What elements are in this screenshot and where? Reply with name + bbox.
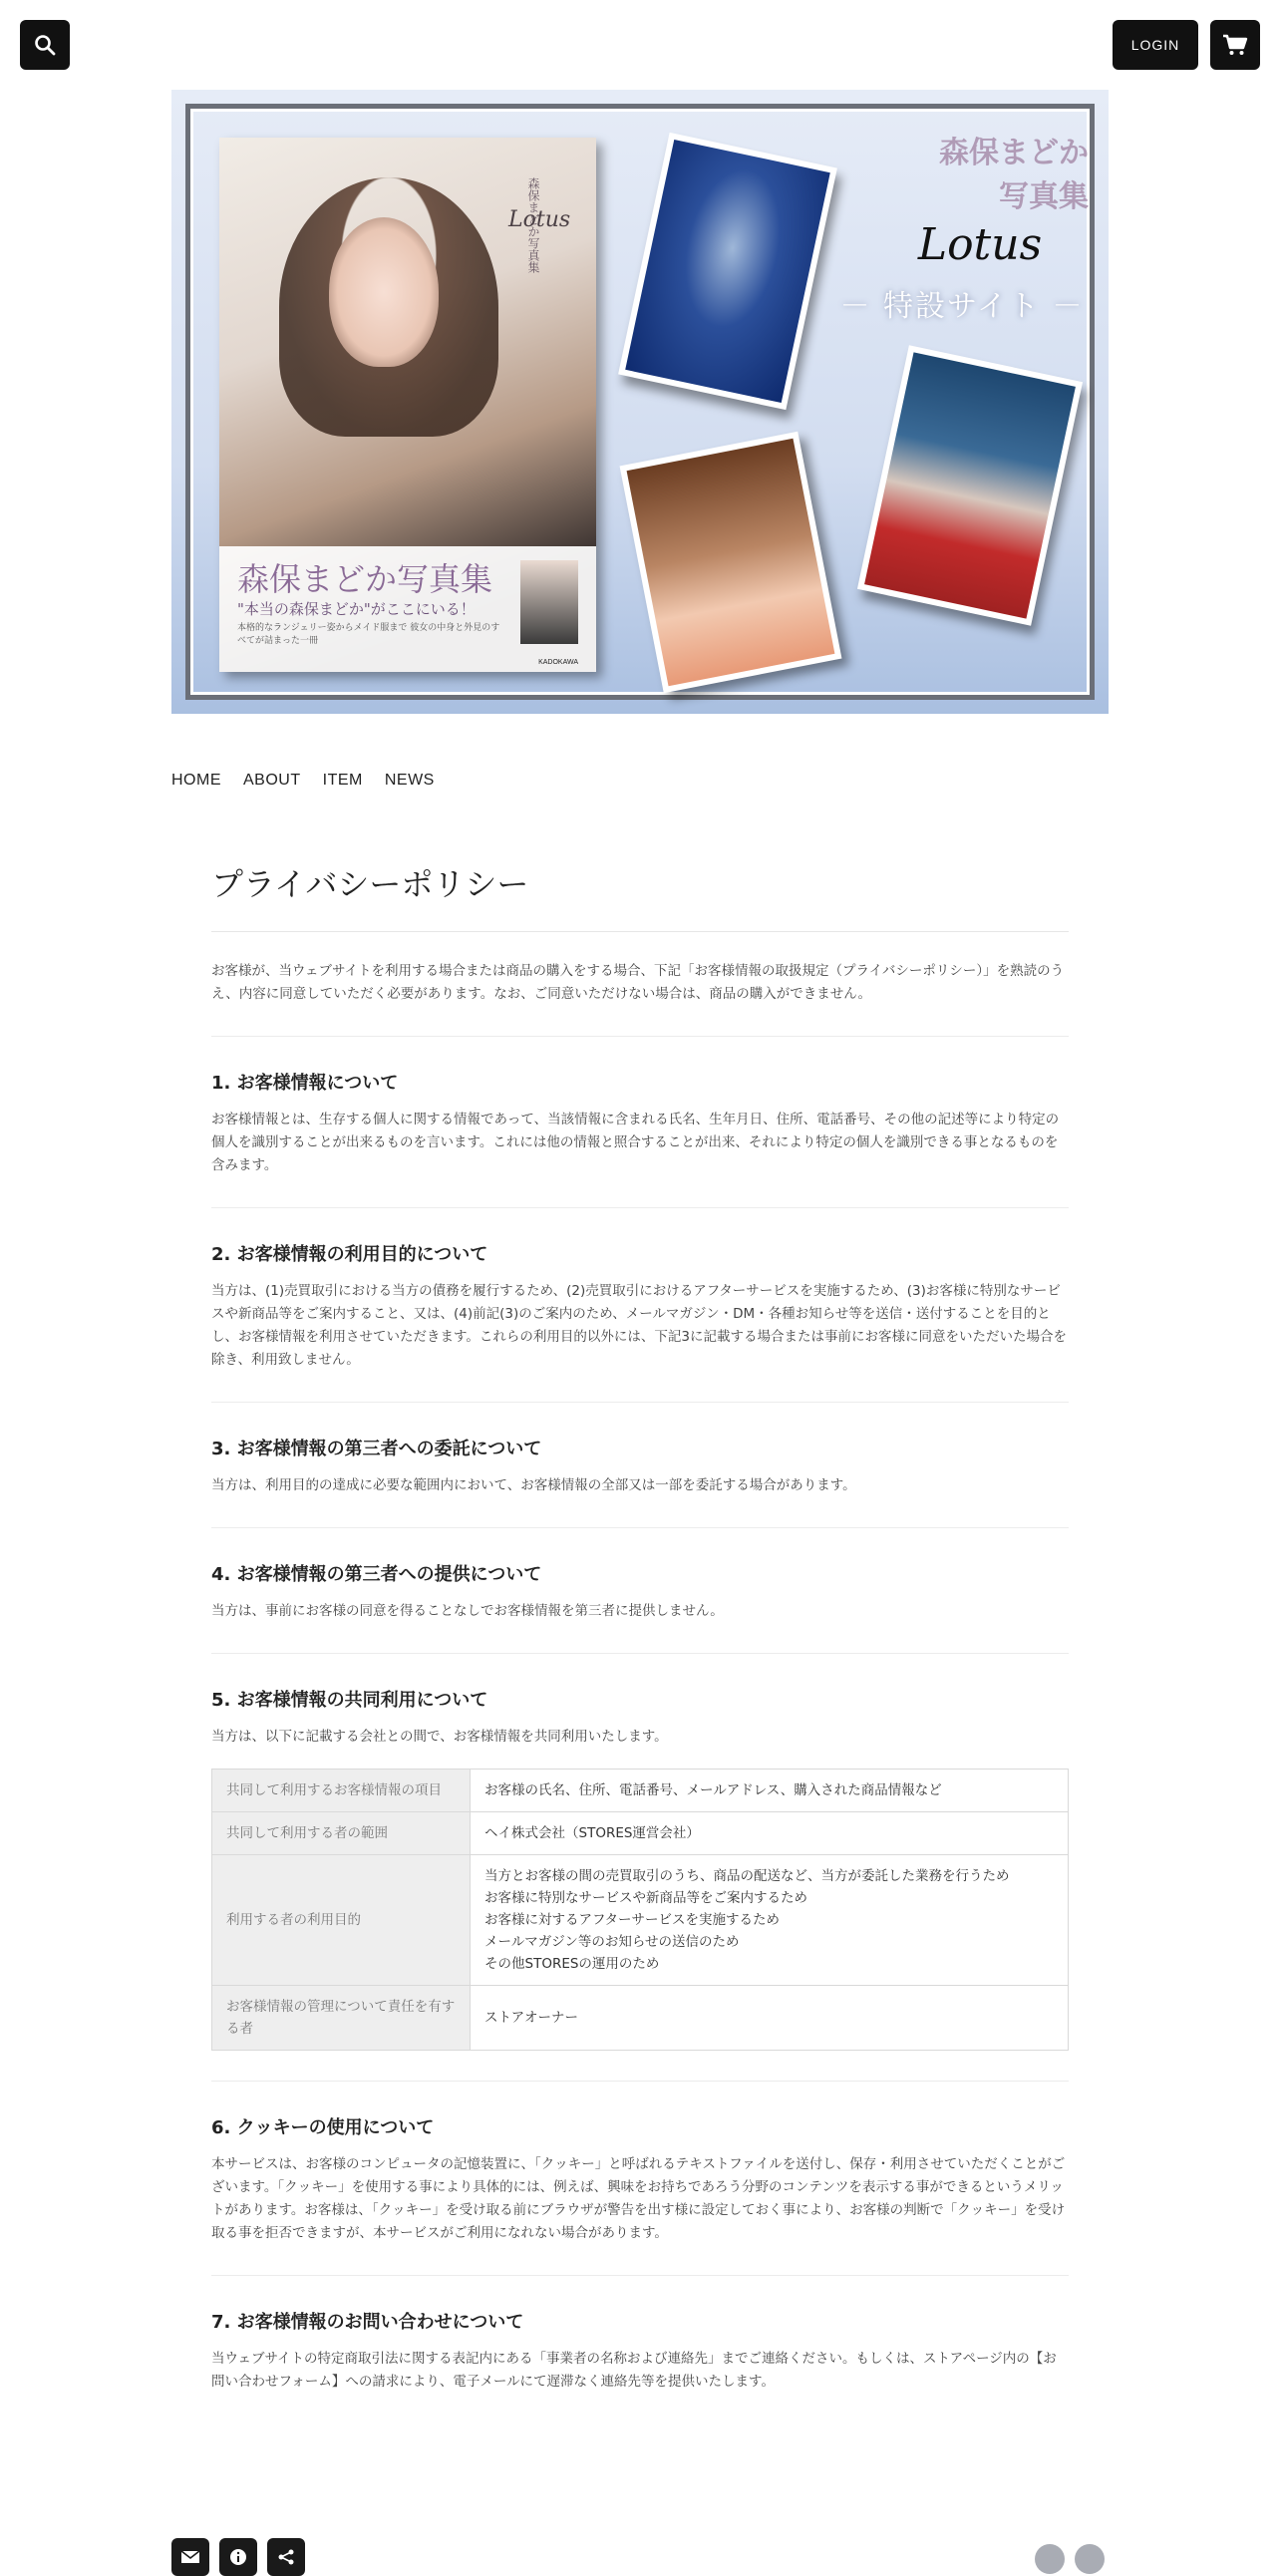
- section-2: [211, 1208, 1069, 1403]
- band-title: 森保まどか写真集: [237, 560, 493, 598]
- info-icon: [229, 2548, 247, 2566]
- section-body: 本サービスは、お客様のコンピュータの記憶装置に、「クッキー」と呼ばれるテキストファイルを送付し、保存・利用させていただくことがございます。「クッキー」を使用する事により具体的には、例えば、興味をお持ちであろう分野のコンテンツを表示する事ができるというメリットがあります。お客様は、「クッキー」を受け取る前にブラウザが警告を出す様に設定しておく事により、お客様の判断で「クッキー」を受け取る事を拒否できますが、本サービスがご利用になれない場合があります。: [211, 2156, 1066, 2241]
- section-heading: 7. お客様情報のお問い合わせについて: [211, 2312, 524, 2333]
- band-thumbnail: [520, 560, 578, 644]
- banner-lotus-logo: Lotus: [917, 219, 1043, 270]
- cover-band: [219, 546, 596, 672]
- page-title: プライバシーポリシー: [211, 849, 1069, 932]
- band-subtitle: "本当の森保まどか"がここにいる！: [237, 600, 476, 618]
- table-row-label: お客様情報の管理について責任を有する者: [212, 1986, 471, 2051]
- section-5: [211, 1654, 1069, 2082]
- publisher-logo: KADOKAWA: [538, 659, 578, 666]
- table-row: [212, 1812, 1069, 1855]
- banner-special-site: － 特設サイト －: [839, 289, 1085, 324]
- banner-name-line1: 森保まどか: [939, 136, 1089, 170]
- search-button[interactable]: [20, 20, 70, 70]
- main-nav: [171, 772, 435, 790]
- nav-home[interactable]: HOME: [171, 772, 221, 789]
- banner-name: [869, 132, 1089, 219]
- section-4: [211, 1528, 1069, 1654]
- share-button[interactable]: [267, 2538, 305, 2576]
- section-heading: 4. お客様情報の第三者への提供について: [211, 1564, 542, 1585]
- table-row-value: ヘイ株式会社（STORES運営会社）: [471, 1812, 1069, 1855]
- section-body: 当方は、以下に記載する会社との間で、お客様情報を共同利用いたします。: [211, 1729, 668, 1745]
- banner-name-line2: 写真集: [999, 179, 1089, 214]
- section-heading: 2. お客様情報の利用目的について: [211, 1244, 488, 1265]
- table-row-value: 当方とお客様の間の売買取引のうち、商品の配送など、当方が委託した業務を行うため お客様に特別なサービスや新商品等をご案内するため お客様に対するアフターサービスを実施するため メールマガジン等のお知らせの送信のため その他STORESの運用のため: [471, 1855, 1069, 1986]
- footer-links: [171, 2538, 305, 2576]
- table-row-label: 共同して利用するお客様情報の項目: [212, 1770, 471, 1812]
- intro-text: お客様が、当ウェブサイトを利用する場合または商品の購入をする場合、下記「お客様情報の取扱規定（プライバシーポリシー）」を熟読のうえ、内容に同意していただく必要があります。なお、ご同意いただけない場合は、商品の購入ができません。: [211, 932, 1069, 1037]
- table-row-label: 共同して利用する者の範囲: [212, 1812, 471, 1855]
- hero-banner[interactable]: [171, 90, 1109, 714]
- search-icon: [34, 34, 56, 56]
- table-row: [212, 1855, 1069, 1986]
- table-row: [212, 1770, 1069, 1812]
- section-6: [211, 2082, 1069, 2276]
- info-button[interactable]: [219, 2538, 257, 2576]
- cart-icon: [1222, 33, 1248, 57]
- photobook-cover: [219, 138, 596, 672]
- joint-use-table: [211, 1769, 1069, 2051]
- section-body: 当方は、事前にお客様の同意を得ることなしでお客様情報を第三者に提供しません。: [211, 1603, 724, 1619]
- section-body: お客様情報とは、生存する個人に関する情報であって、当該情報に含まれる氏名、生年月日、住所、電話番号、その他の記述等により特定の個人を識別することが出来るものを言います。これには他の情報と照合することが出来、それにより特定の個人を識別できる事となるものを含みます。: [211, 1112, 1060, 1173]
- social-links: [1035, 2544, 1105, 2574]
- mail-icon: [180, 2549, 200, 2565]
- login-button[interactable]: LOGIN: [1113, 20, 1198, 70]
- cover-face: [329, 217, 439, 367]
- cover-lotus-logo: Lotus: [508, 207, 571, 232]
- section-body: 当方は、(1)売買取引における当方の債務を履行するため、(2)売買取引におけるアフターサービスを実施するため、(3)お客様に特別なサービスや新商品等をご案内すること、又は、(4)前記(3)のご案内のため、メールマガジン・DM・各種お知らせ等を送信・送付することを目的とし、お客様情報を利用させていただきます。これらの利用目的以外には、下記3に記載する場合または事前にお客様に同意をいただいた場合を除き、利用致しません。: [211, 1283, 1068, 1368]
- cover-vertical-title: 森保まどか写真集: [526, 177, 540, 273]
- section-body: 当方は、利用目的の達成に必要な範囲内において、お客様情報の全部又は一部を委託する場合があります。: [211, 1477, 856, 1493]
- table-row-label: 利用する者の利用目的: [212, 1855, 471, 1986]
- nav-item[interactable]: ITEM: [322, 772, 363, 789]
- mail-button[interactable]: [171, 2538, 209, 2576]
- privacy-content: [211, 849, 1069, 2423]
- table-row-value: お客様の氏名、住所、電話番号、メールアドレス、購入された商品情報など: [471, 1770, 1069, 1812]
- section-1: [211, 1037, 1069, 1208]
- nav-about[interactable]: ABOUT: [243, 772, 301, 789]
- section-3: [211, 1403, 1069, 1528]
- instagram-icon[interactable]: [1075, 2544, 1105, 2574]
- section-heading: 5. お客様情報の共同利用について: [211, 1690, 488, 1711]
- table-row-value: ストアオーナー: [471, 1986, 1069, 2051]
- section-heading: 1. お客様情報について: [211, 1073, 399, 1094]
- section-heading: 3. お客様情報の第三者への委託について: [211, 1439, 542, 1459]
- cart-button[interactable]: [1210, 20, 1260, 70]
- twitter-icon[interactable]: [1035, 2544, 1065, 2574]
- section-body: 当ウェブサイトの特定商取引法に関する表記内にある「事業者の名称および連絡先」までご連絡ください。もしくは、ストアページ内の【お問い合わせフォーム】への請求により、電子メールにて遅滞なく連絡先等を提供いたします。: [211, 2351, 1057, 2390]
- section-heading: 6. クッキーの使用について: [211, 2117, 435, 2138]
- nav-news[interactable]: NEWS: [384, 772, 435, 789]
- section-7: [211, 2276, 1069, 2423]
- share-icon: [277, 2548, 295, 2566]
- table-row: [212, 1986, 1069, 2051]
- band-description: 本格的なランジェリー姿からメイド服まで 彼女の中身と外見のすべてが詰まった一冊: [237, 623, 500, 646]
